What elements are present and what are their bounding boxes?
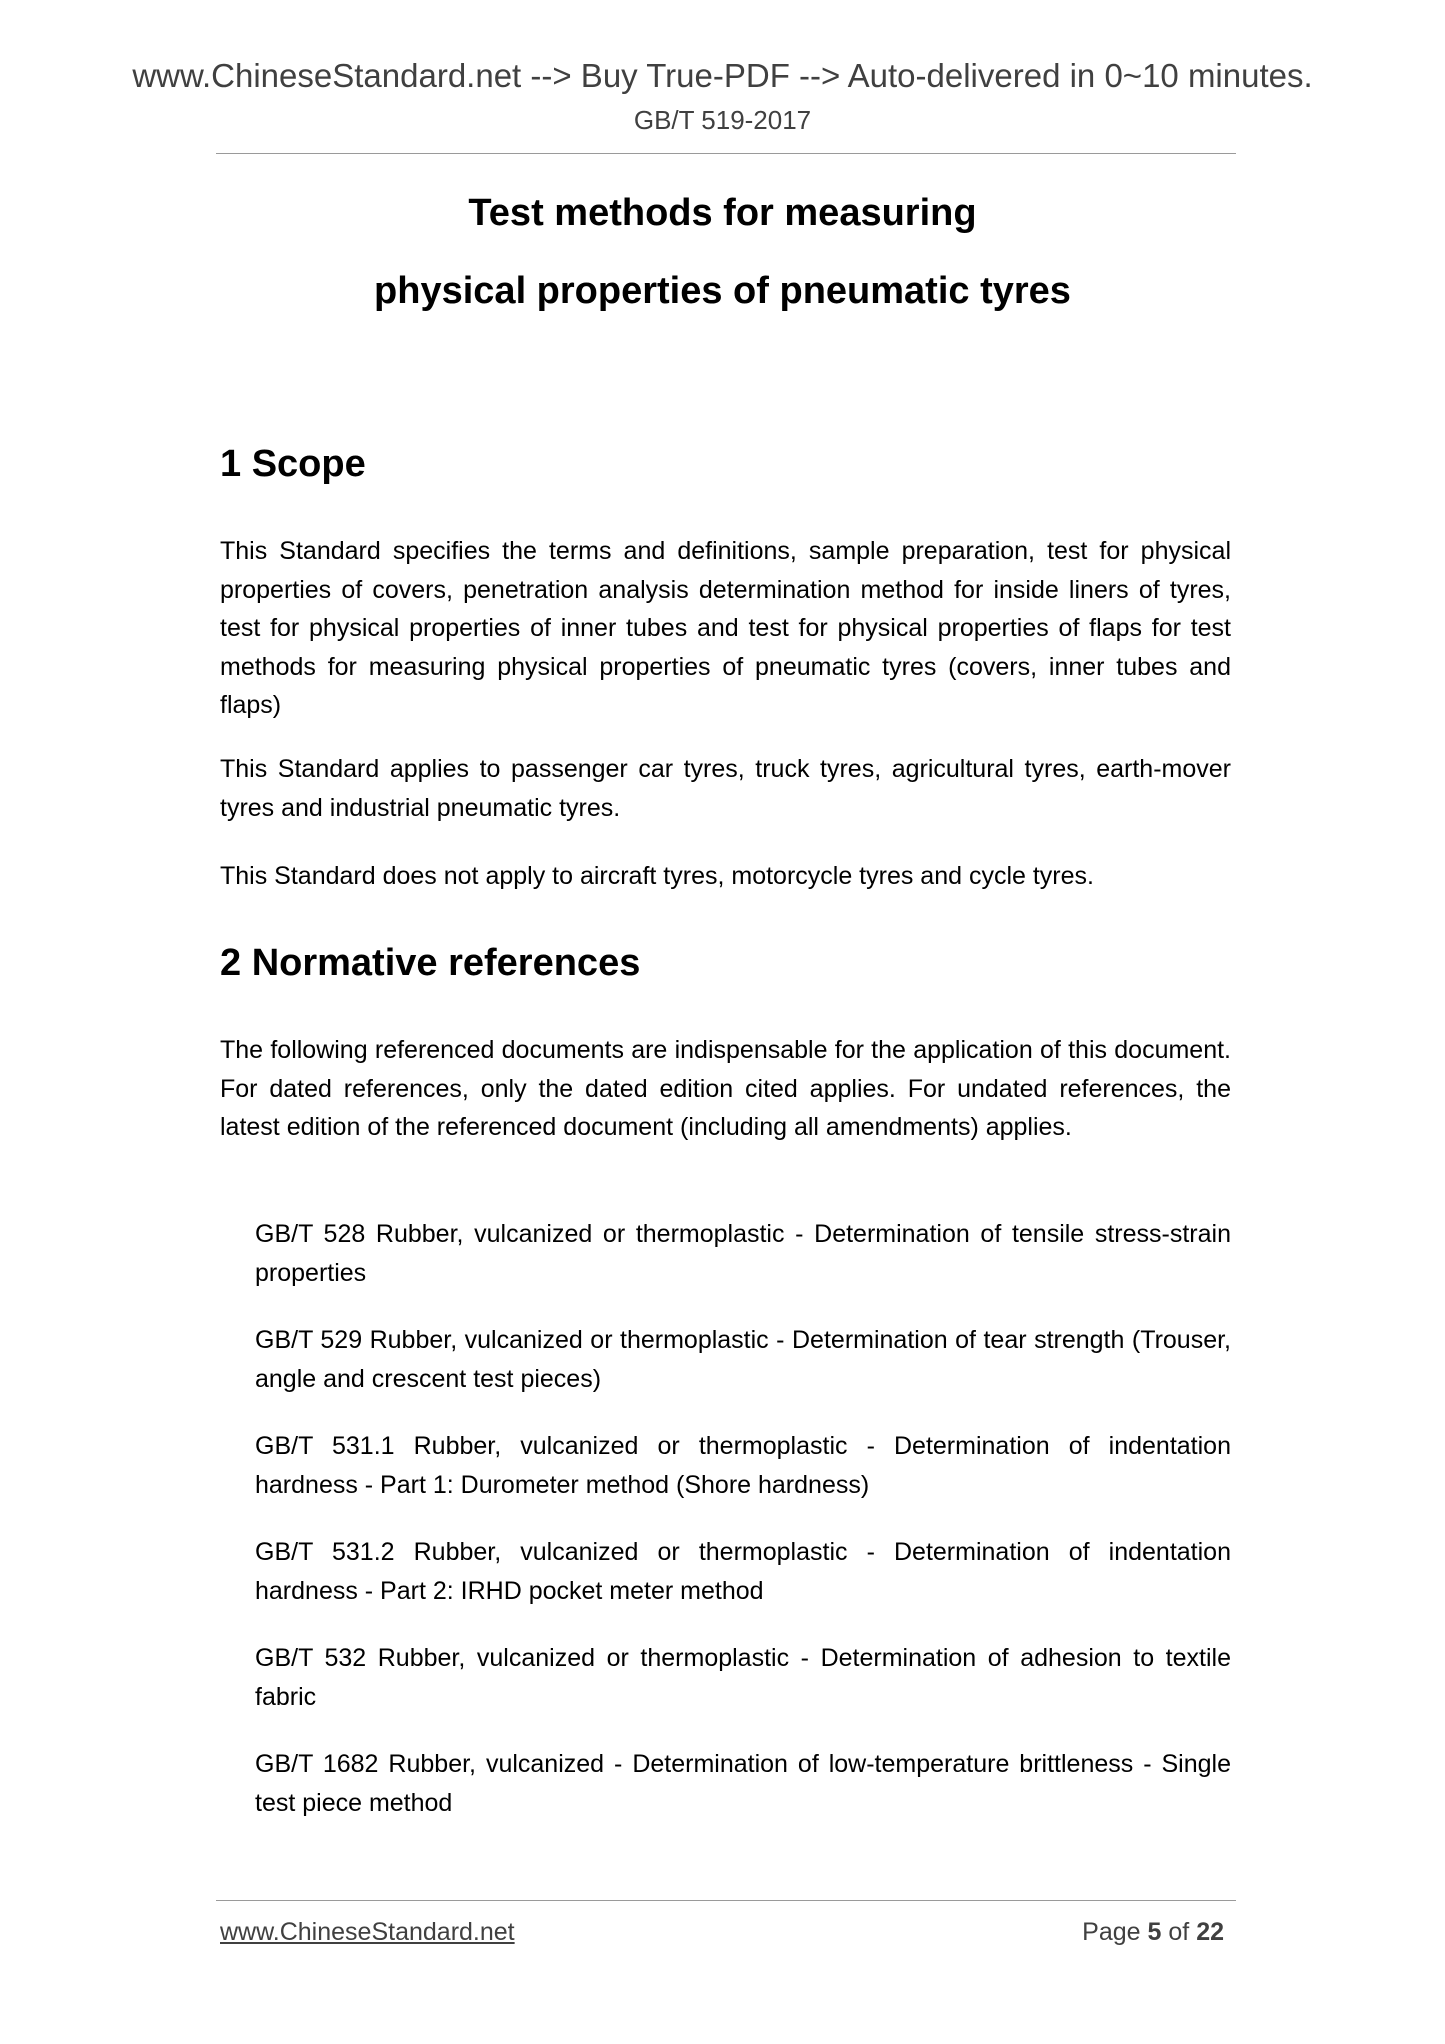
document-title-line1: Test methods for measuring <box>468 192 977 234</box>
section-heading-scope: 1 Scope <box>220 443 366 485</box>
footer-site-link[interactable]: www.ChineseStandard.net <box>220 1918 515 1946</box>
scope-paragraph-2-block <box>220 750 1231 827</box>
reference-item: GB/T 531.2 Rubber, vulcanized or thermoplastic - Determination of indentation hardness - Part 2: IRHD pocket meter method <box>255 1538 1231 1605</box>
page-label: Page <box>1082 1918 1141 1946</box>
references-intro: The following referenced documents are indispensable for the application of this document. For dated references, only the dated edition cited applies. For undated references, the latest edition of the referenced document (including all amendments) applies. <box>220 1036 1231 1141</box>
section-heading-normative-references: 2 Normative references <box>220 942 641 984</box>
reference-item-block <box>220 1745 1231 1822</box>
scope-paragraph-3-block <box>220 857 1231 896</box>
section-normative-references <box>220 940 1231 986</box>
scope-paragraph-1-block <box>220 532 1231 725</box>
scope-paragraph-1: This Standard specifies the terms and definitions, sample preparation, test for physical properties of covers, penetration analysis determination method for inside liners of tyres, test for physical properties of inner tubes and test for physical properties of flaps for test methods for measuring physical properties of pneumatic tyres (covers, inner tubes and flaps) <box>220 537 1231 719</box>
header-doc-id: GB/T 519-2017 <box>633 105 812 135</box>
reference-item-block <box>220 1533 1231 1610</box>
reference-item: GB/T 532 Rubber, vulcanized or thermoplastic - Determination of adhesion to textile fabric <box>255 1644 1231 1711</box>
footer-page-number <box>1082 1916 1224 1948</box>
page-of: of <box>1168 1918 1190 1946</box>
reference-item: GB/T 528 Rubber, vulcanized or thermoplastic - Determination of tensile stress-strain properties <box>255 1220 1231 1287</box>
page-current: 5 <box>1147 1918 1162 1946</box>
footer-divider <box>216 1900 1236 1901</box>
reference-item-block <box>220 1427 1231 1504</box>
header-divider <box>216 153 1236 154</box>
document-title-line2: physical properties of pneumatic tyres <box>374 270 1071 312</box>
reference-item-block <box>220 1639 1231 1716</box>
reference-item-block <box>220 1321 1231 1398</box>
page-total: 22 <box>1196 1918 1224 1946</box>
scope-paragraph-2: This Standard applies to passenger car tyres, truck tyres, agricultural tyres, earth-mover tyres and industrial pneumatic tyres. <box>220 755 1231 822</box>
references-intro-block <box>220 1031 1231 1147</box>
scope-paragraph-3: This Standard does not apply to aircraft tyres, motorcycle tyres and cycle tyres. <box>220 862 1094 890</box>
section-scope <box>220 441 1231 487</box>
reference-item: GB/T 1682 Rubber, vulcanized - Determination of low-temperature brittleness - Single test piece method <box>255 1750 1231 1817</box>
reference-item-block <box>220 1215 1231 1292</box>
header-banner: www.ChineseStandard.net --> Buy True-PDF --> Auto-delivered in 0~10 minutes. <box>132 57 1313 94</box>
reference-item: GB/T 531.1 Rubber, vulcanized or thermoplastic - Determination of indentation hardness - Part 1: Durometer method (Shore hardness) <box>255 1432 1231 1499</box>
reference-item: GB/T 529 Rubber, vulcanized or thermoplastic - Determination of tear strength (Trouser, angle and crescent test pieces) <box>255 1326 1231 1393</box>
